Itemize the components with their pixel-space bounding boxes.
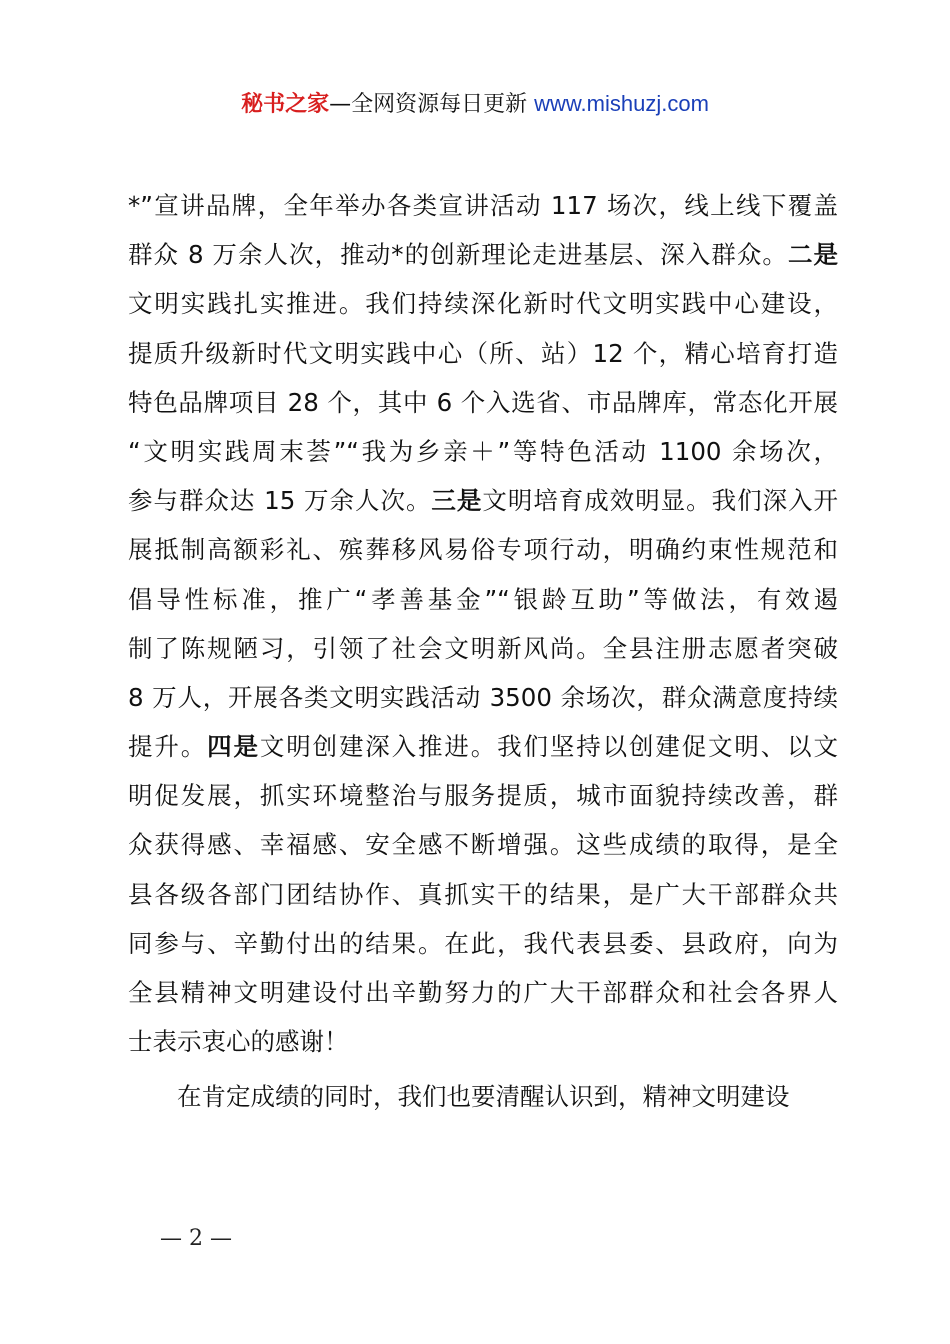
site-tagline: —全网资源每日更新 [329, 92, 535, 117]
text-line: 县各级各部门团结协作、真抓实干的结果，是广大干部群众共 [128, 879, 838, 909]
text-segment: 文明培育成效明显。我们深入开 [482, 486, 839, 516]
page-header [0, 88, 950, 121]
text-line: “文明实践周末荟”“我为乡亲＋”等特色活动 1100 余场次， [128, 436, 838, 466]
text-line: 众获得感、幸福感、安全感不断增强。这些成绩的取得，是全 [128, 830, 838, 860]
text-line: 在肯定成绩的同时，我们也要清醒认识到，精神文明建设 [177, 1082, 790, 1112]
text-segment: 参与群众达 15 万余人次。 [128, 486, 432, 516]
page-number: — 2 — [160, 1226, 232, 1251]
text-line: 特色品牌项目 28 个，其中 6 个入选省、市品牌库，常态化开展 [128, 387, 838, 417]
site-brand: 秘书之家 [241, 92, 330, 117]
text-line: 明促发展，抓实环境整治与服务提质，城市面貌持续改善，群 [128, 781, 838, 811]
text-line: 倡导性标准，推广“孝善基金”“银龄互助”等做法，有效遏 [128, 584, 838, 614]
text-segment: 文明创建深入推进。我们坚持以创建促文明、以文 [259, 732, 839, 762]
text-line: 文明实践扎实推进。我们持续深化新时代文明实践中心建设， [128, 289, 838, 319]
emphasis-label-two: 二是 [787, 240, 838, 270]
emphasis-label-four: 四是 [207, 732, 260, 762]
text-line: 提质升级新时代文明实践中心（所、站）12 个，精心培育打造 [128, 338, 838, 368]
text-line: 8 万人，开展各类文明实践活动 3500 余场次，群众满意度持续 [128, 682, 838, 712]
text-segment: 提升。 [128, 732, 208, 762]
text-line [128, 722, 838, 771]
text-line: *”宣讲品牌，全年举办各类宣讲活动 117 场次，线上线下覆盖 [128, 191, 838, 220]
site-url-link[interactable]: www.mishuzj.com [534, 91, 709, 116]
text-line: 同参与、辛勤付出的结果。在此，我代表县委、县政府，向为 [128, 928, 838, 958]
text-line: 展抵制高额彩礼、殡葬移风易俗专项行动，明确约束性规范和 [128, 535, 838, 565]
emphasis-label-three: 三是 [431, 486, 483, 516]
text-line [128, 230, 838, 279]
text-line: 全县精神文明建设付出辛勤努力的广大干部群众和社会各界人 [128, 978, 838, 1007]
text-line [128, 476, 838, 525]
text-line: 制了陈规陋习，引领了社会文明新风尚。全县注册志愿者突破 [128, 633, 838, 663]
document-body [128, 181, 838, 1122]
text-segment: 群众 8 万余人次，推动*的创新理论走进基层、深入群众。 [128, 240, 788, 270]
text-line: 士表示衷心的感谢！ [128, 1027, 349, 1057]
